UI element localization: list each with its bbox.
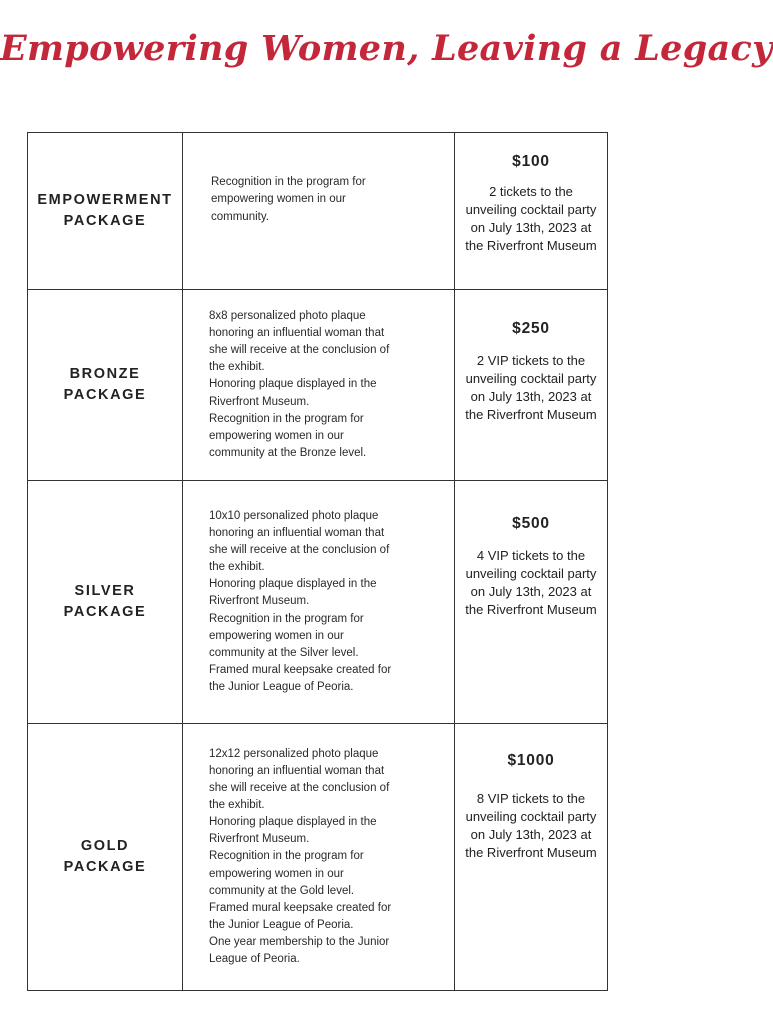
benefit-line: League of Peoria.	[209, 953, 300, 966]
benefit-line: Honoring plaque displayed in the	[209, 578, 377, 591]
benefit-line: honoring an influential woman that	[209, 327, 385, 340]
package-price: $250	[512, 320, 550, 337]
benefit-line: the exhibit.	[209, 799, 265, 812]
benefit-line: Recognition in the program for	[209, 850, 364, 863]
package-benefits	[183, 174, 454, 225]
package-price: $1000	[507, 752, 555, 769]
benefit-line: community.	[211, 210, 269, 223]
package-name	[28, 581, 182, 623]
benefit-line: Riverfront Museum.	[209, 595, 310, 608]
benefit-line: the exhibit.	[209, 561, 265, 574]
package-name-cell	[28, 481, 183, 724]
benefit-line: the Junior League of Peoria.	[209, 680, 354, 693]
package-tickets: 8 VIP tickets to the unveiling cocktail party on July 13th, 2023 at the Riverfront Museum	[465, 791, 597, 860]
benefit-line: One year membership to the Junior	[209, 935, 390, 948]
package-row-empowerment	[28, 133, 608, 290]
benefit-line: 10x10 personalized photo plaque	[209, 509, 379, 522]
package-benefits	[183, 746, 454, 968]
benefit-line: Framed mural keepsake created for	[209, 663, 392, 676]
benefit-line: empowering women in our	[211, 193, 346, 206]
benefit-line: Riverfront Museum.	[209, 833, 310, 846]
package-benefits-cell	[183, 481, 455, 724]
package-name-line: GOLD	[80, 838, 130, 854]
package-name-line: EMPOWERMENT	[37, 192, 173, 208]
package-name-line: PACKAGE	[63, 604, 147, 620]
package-name-cell	[28, 133, 183, 290]
package-price-cell	[455, 290, 608, 481]
benefit-line: she will receive at the conclusion of	[209, 782, 390, 795]
package-name-line: PACKAGE	[63, 387, 147, 403]
benefit-line: Riverfront Museum.	[209, 395, 310, 408]
benefit-line: community at the Bronze level.	[209, 446, 367, 459]
benefit-line: honoring an influential woman that	[209, 527, 385, 540]
package-name-cell	[28, 724, 183, 991]
package-benefits	[183, 508, 454, 696]
package-row-gold	[28, 724, 608, 991]
package-name	[28, 364, 182, 406]
benefit-line: 8x8 personalized photo plaque	[209, 310, 366, 323]
benefit-line: honoring an influential woman that	[209, 764, 385, 777]
package-tickets: 4 VIP tickets to the unveiling cocktail party on July 13th, 2023 at the Riverfront Museum	[465, 548, 597, 617]
package-name-cell	[28, 290, 183, 481]
benefit-line: the Junior League of Peoria.	[209, 918, 354, 931]
package-tickets: 2 VIP tickets to the unveiling cocktail party on July 13th, 2023 at the Riverfront Museum	[465, 353, 597, 422]
package-benefits-cell	[183, 290, 455, 481]
benefit-line: Recognition in the program for	[209, 612, 364, 625]
benefit-line: 12x12 personalized photo plaque	[209, 747, 379, 760]
benefit-line: Honoring plaque displayed in the	[209, 816, 377, 829]
package-table	[27, 132, 608, 991]
benefit-line: Framed mural keepsake created for	[209, 901, 392, 914]
package-price: $500	[512, 515, 550, 532]
package-name	[28, 836, 182, 878]
package-price-cell	[455, 481, 608, 724]
package-price: $100	[512, 153, 550, 170]
package-name-line: SILVER	[74, 583, 136, 599]
package-price-cell	[455, 724, 608, 991]
benefit-line: empowering women in our	[209, 629, 344, 642]
page-title: Empowering Women, Leaving a Legacy	[0, 28, 773, 69]
benefit-line: empowering women in our	[209, 429, 344, 442]
package-benefits-cell	[183, 133, 455, 290]
benefit-line: Honoring plaque displayed in the	[209, 378, 377, 391]
benefit-line: she will receive at the conclusion of	[209, 544, 390, 557]
package-name-line: PACKAGE	[63, 859, 147, 875]
package-tickets: 2 tickets to the unveiling cocktail party on July 13th, 2023 at the Riverfront Museum	[465, 184, 597, 253]
benefit-line: empowering women in our	[209, 867, 344, 880]
package-name-line: PACKAGE	[63, 213, 147, 229]
benefit-line: Recognition in the program for	[211, 176, 366, 189]
package-price-cell	[455, 133, 608, 290]
benefit-line: the exhibit.	[209, 361, 265, 374]
package-row-bronze	[28, 290, 608, 481]
package-name	[28, 190, 182, 232]
benefit-line: community at the Gold level.	[209, 884, 355, 897]
package-name-line: BRONZE	[69, 366, 141, 382]
package-benefits	[183, 308, 454, 462]
package-row-silver	[28, 481, 608, 724]
package-benefits-cell	[183, 724, 455, 991]
benefit-line: she will receive at the conclusion of	[209, 344, 390, 357]
benefit-line: community at the Silver level.	[209, 646, 359, 659]
benefit-line: Recognition in the program for	[209, 412, 364, 425]
